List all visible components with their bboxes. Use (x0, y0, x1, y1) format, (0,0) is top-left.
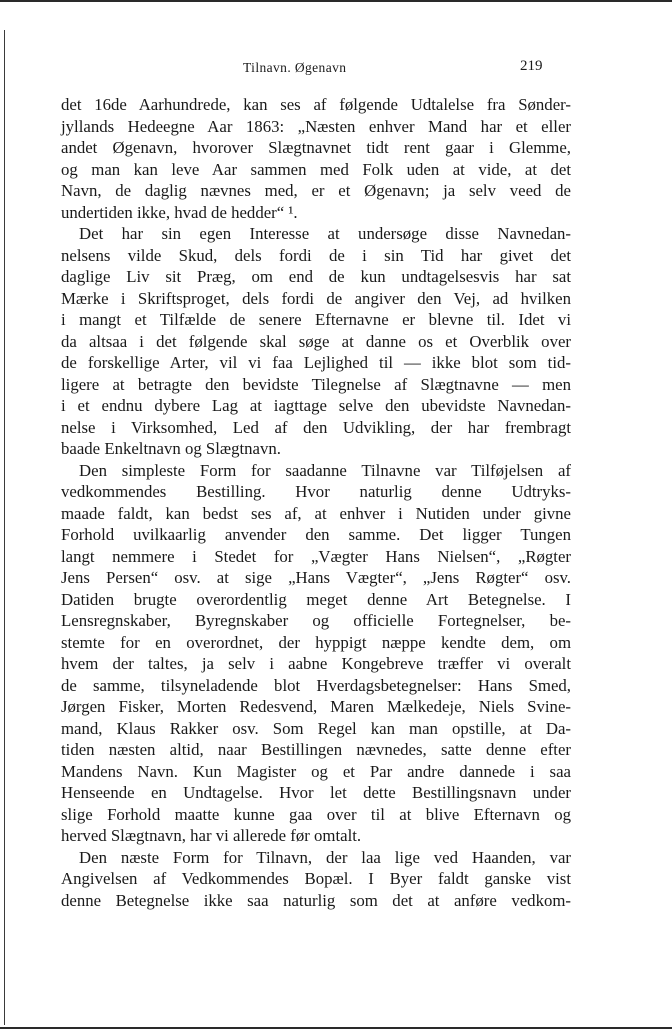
text-line: det 16de Aarhundrede, kan ses af følgende Udtalelse fra Sønder- (61, 95, 571, 114)
text-line: i mangt et Tilfælde de senere Efternavne er blevne til. Idet vi (61, 310, 571, 329)
left-edge-rule (4, 30, 5, 1025)
page-number: 219 (520, 58, 543, 74)
text-line: baade Enkeltnavn og Slægtnavn. (61, 439, 281, 458)
text-line: andet Øgenavn, hvorover Slægtnavnet tidt rent gaar i Glemme, (61, 138, 571, 157)
text-line: nelse i Virksomhed, Led af den Udvikling, der har frembragt (61, 417, 571, 437)
text-line: Angivelsen af Vedkommendes Bopæl. I Byer faldt ganske vist (61, 869, 571, 888)
text-line: mand, Klaus Rakker osv. Som Regel kan man opstille, at Da- (61, 718, 571, 738)
text-line: Mærke i Skriftsproget, dels fordi de angiver den Vej, ad hvilken (61, 288, 571, 308)
text-line: stemte for en overordnet, der hyppigt næppe kendte dem, om (61, 632, 571, 652)
bottom-edge-rule (0, 1027, 672, 1029)
text-line: tiden næsten altid, naar Bestillingen nævnedes, satte denne efter (61, 740, 571, 759)
text-line: og man kan leve Aar sammen med Folk uden at vide, at det (61, 159, 571, 179)
text-line: langt nemmere i Stedet for „Vægter Hans Nielsen“, „Røgter (61, 546, 571, 566)
text-line: vedkommendes Bestilling. Hvor naturlig denne Udtryks- (61, 482, 571, 501)
text-line: jyllands Hedeegne Aar 1863: „Næsten enhver Mand har et eller (61, 116, 571, 136)
text-line: Forhold uvilkaarlig anvender den samme. Det ligger Tungen (61, 525, 571, 544)
text-line: Lensregnskaber, Byregnskaber og officielle Fortegnelser, be- (61, 611, 571, 630)
text-line: nelsens vilde Skud, dels fordi de i sin Tid har givet det (61, 245, 571, 265)
text-line: Jørgen Fisker, Morten Redesvend, Maren Mælkedeje, Niels Svine- (61, 697, 571, 716)
text-line: maade faldt, kan bedst ses af, at enhver i Nutiden under givne (61, 503, 571, 523)
text-line: herved Slægtnavn, har vi allerede før omtalt. (61, 826, 362, 845)
text-line: Jens Persen“ osv. at sige „Hans Vægter“, „Jens Røgter“ osv. (61, 568, 571, 587)
text-line: Det har sin egen Interesse at undersøge disse Navnedan- (79, 224, 571, 243)
text-line: Henseende en Undtagelse. Hvor let dette Bestillingsnavn under (61, 783, 571, 802)
top-edge-rule (0, 0, 672, 2)
text-line: de samme, tilsyneladende blot Hverdagsbetegnelser: Hans Smed, (61, 675, 571, 695)
text-line: undertiden ikke, hvad de hedder“ ¹. (61, 202, 298, 222)
text-line: i et endnu dybere Lag at iagttage selve den ubevidste Navnedan- (61, 396, 571, 415)
text-line: Den næste Form for Tilnavn, der laa lige ved Haanden, var (79, 847, 571, 867)
text-line: Mandens Navn. Kun Magister og et Par andre dannede i saa (61, 761, 571, 781)
text-line: Den simpleste Form for saadanne Tilnavne var Tilføjelsen af (79, 460, 571, 480)
text-line: Navn, de daglig nævnes med, er et Øgenavn; ja selv veed de (61, 181, 571, 200)
text-line: denne Betegnelse ikke saa naturlig som det at anføre vedkom- (61, 890, 571, 910)
body-text (61, 94, 571, 911)
text-line: de forskellige Arter, vil vi faa Lejlighed til — ikke blot som tid- (61, 353, 571, 372)
text-line: daglige Liv sit Præg, om end de kun undtagelsesvis har sat (61, 267, 571, 286)
text-line: ligere at betragte den bevidste Tilegnelse af Slægtnavne — men (61, 374, 571, 394)
running-head: Tilnavn. Øgenavn (243, 60, 347, 75)
text-line: Datiden brugte overordentlig meget denne Art Betegnelse. I (61, 589, 571, 609)
text-line: slige Forhold maatte kunne gaa over til at blive Efternavn og (61, 804, 571, 824)
text-line: hvem der taltes, ja selv i aabne Kongebreve træffer vi overalt (61, 654, 571, 673)
text-line: da altsaa i det følgende skal søge at danne os et Overblik over (61, 331, 571, 351)
